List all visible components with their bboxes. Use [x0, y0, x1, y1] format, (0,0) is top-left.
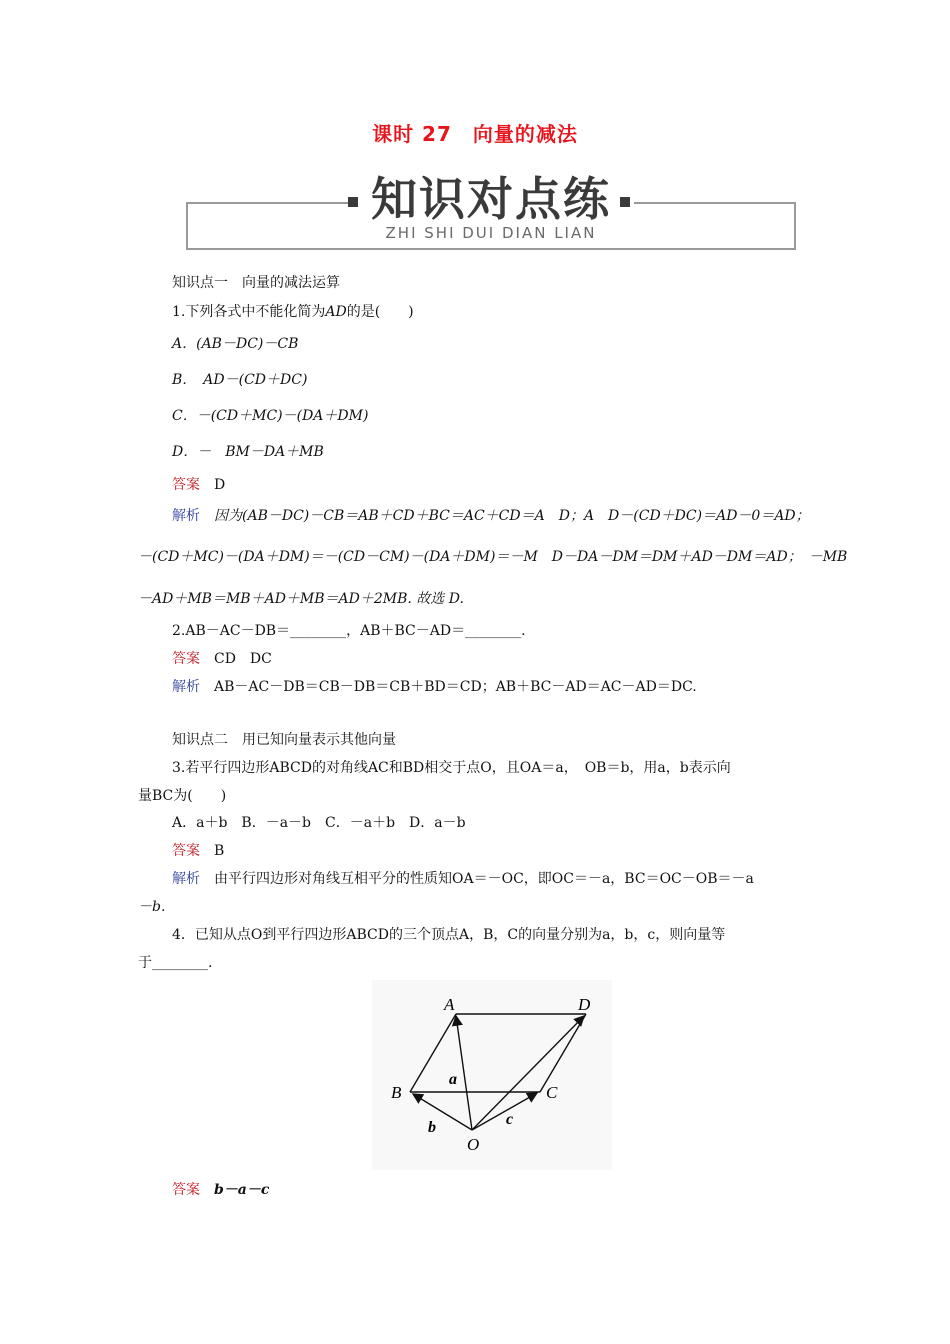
q3-answer: [172, 840, 832, 862]
vector-oc: [472, 1093, 537, 1130]
q3-analysis: [172, 868, 832, 890]
q2-stem: 2.AB－AC－DB＝________，AB＋BC－AD＝________.: [172, 623, 526, 639]
parallelogram-figure: [372, 980, 612, 1170]
q3-stem-line1: 3.若平行四边形ABCD的对角线AC和BD相交于点O，且OA＝a， OB＝b，用a，b表示向: [172, 760, 731, 776]
vector-ob: [413, 1094, 472, 1130]
q3-options: A．a＋b B．－a－b C．－a＋b D．a－b: [172, 815, 466, 831]
q3-analysis-line1: 由平行四边形对角线互相平分的性质知OA＝－OC，即OC＝－a，BC＝OC－OB＝－a: [214, 871, 754, 887]
q2-answer: [172, 648, 832, 670]
vector-a-label: a: [449, 1071, 457, 1088]
analysis-label: 解析: [172, 508, 200, 524]
q2-analysis: [172, 676, 832, 698]
vector-c-label: c: [506, 1111, 514, 1128]
point-b-label: B: [391, 1083, 402, 1102]
q1-stem-text: 1.下列各式中不能化简为: [172, 304, 326, 320]
analysis-label: 解析: [172, 679, 200, 695]
q3-answer-value: B: [214, 843, 225, 859]
q1-analysis: [172, 505, 832, 527]
q2-analysis-text: AB－AC－DB＝CB－DB＝CB＋BD＝CD；AB＋BC－AD＝AC－AD＝DC.: [214, 679, 697, 695]
q1-analysis-line3: －AD＋MB＝MB＋AD＋MB＝AD＋2MB. 故选 D.: [138, 591, 464, 607]
section-banner: [186, 170, 796, 252]
answer-label: 答案: [172, 651, 200, 667]
answer-label: 答案: [172, 843, 200, 859]
banner-title: 知识对点练: [371, 172, 611, 226]
q3-stem-line2: 量BC为( ): [138, 788, 227, 804]
q4-answer-value: b－a－c: [214, 1182, 270, 1198]
q4-answer: [172, 1179, 832, 1201]
vector-b-label: b: [428, 1119, 436, 1136]
answer-label: 答案: [172, 1182, 200, 1198]
q1-option-d: D．－ BM－DA＋MB: [172, 444, 324, 460]
banner-subtitle: ZHI SHI DUI DIAN LIAN: [385, 224, 597, 242]
point-a-label: A: [444, 995, 455, 1014]
vector-od: [472, 1016, 584, 1130]
vector-oa: [456, 1016, 472, 1130]
analysis-label: 解析: [172, 871, 200, 887]
kp1-heading: 知识点一 向量的减法运算: [172, 275, 340, 291]
kp2-heading: 知识点二 用已知向量表示其他向量: [172, 732, 396, 748]
q1-option-b: B． AD－(CD＋DC): [172, 372, 308, 388]
q4-stem-line2: 于________.: [138, 955, 213, 971]
q2-answer-value: CD DC: [214, 651, 272, 667]
q1-stem-vector: AD: [325, 304, 347, 320]
q1-analysis-line2: －(CD＋MC)－(DA＋DM)＝－(CD－CM)－(DA＋DM)＝－M D－DA－DM＝DM＋AD－DM＝AD； －MB: [138, 549, 848, 565]
q4-stem-line1: 4．已知从点O到平行四边形ABCD的三个顶点A，B，C的向量分别为a，b，c，则向量等: [172, 927, 726, 943]
parallelogram-diagram: [372, 980, 612, 1170]
q1-analysis-line1: 因为(AB－DC)－CB＝AB＋CD＋BC＝AC＋CD＝A D；A D－(CD＋DC)＝AD－0＝AD；: [214, 508, 810, 524]
answer-label: 答案: [172, 477, 200, 493]
point-c-label: C: [546, 1083, 558, 1102]
q1-option-a: A．(AB－DC)－CB: [172, 336, 299, 352]
point-d-label: D: [578, 995, 591, 1014]
q1-stem: [172, 301, 832, 323]
point-o-label: O: [467, 1135, 480, 1154]
q3-analysis-line2: －b.: [138, 899, 166, 915]
q1-option-c: C．－(CD＋MC)－(DA＋DM): [172, 408, 369, 424]
q1-stem-end: 的是( ): [346, 304, 414, 320]
q1-answer: [172, 474, 832, 496]
q1-answer-value: D: [214, 477, 226, 493]
page-title: 课时 27 向量的减法: [372, 122, 578, 146]
